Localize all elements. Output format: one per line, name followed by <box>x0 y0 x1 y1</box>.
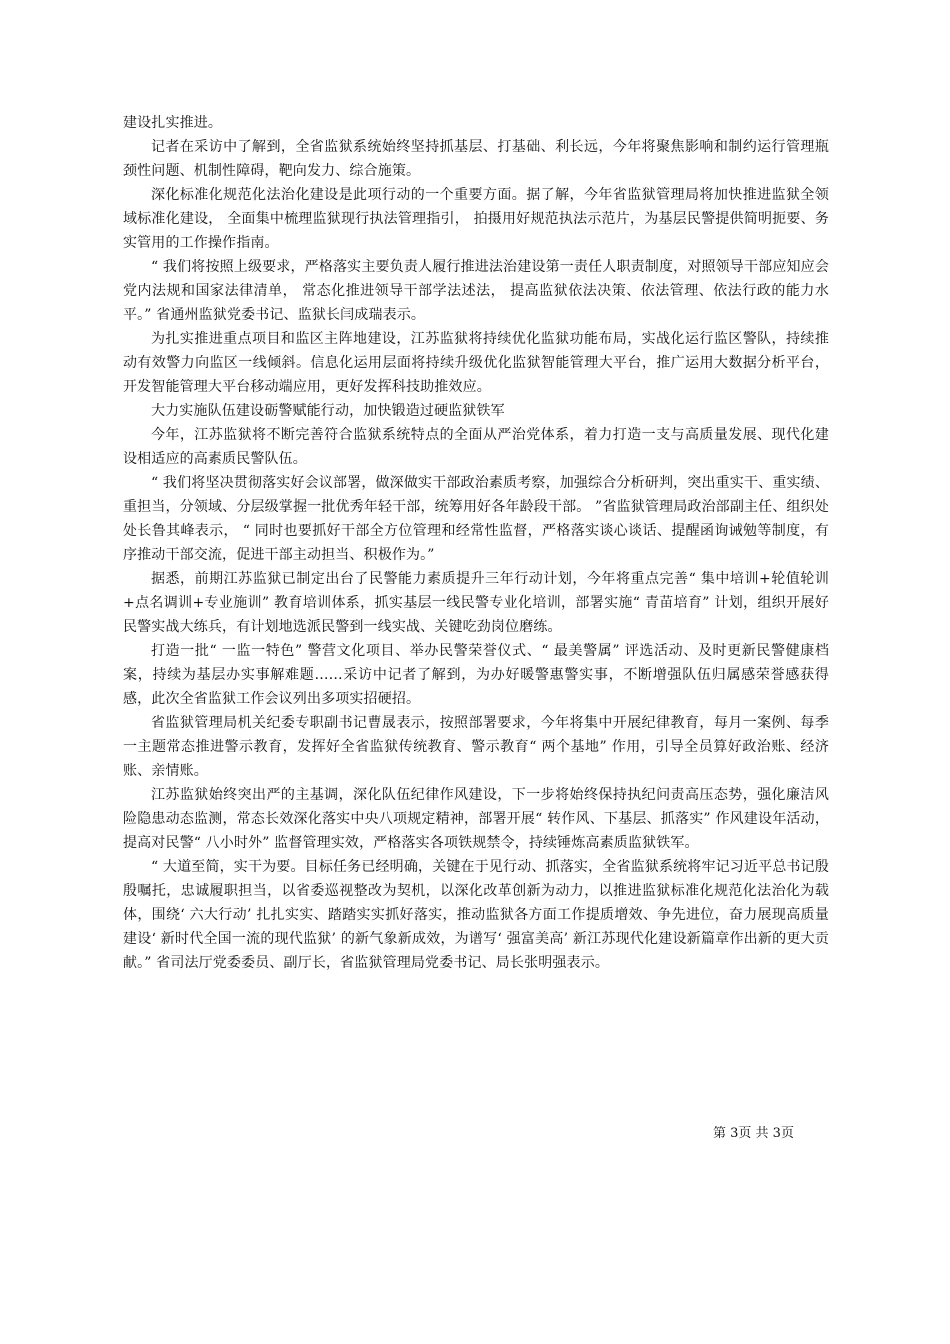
paragraph-11: 省监狱管理局机关纪委专职副书记曹晟表示，按照部署要求，今年将集中开展纪律教育，每月一案例、每季一主题常态推进警示教育，发挥好全省监狱传统教育、警示教育“ 两个基地” 作用，引导全员算好政治账、经济账、亲情账。 <box>123 715 829 779</box>
paragraph-13: “ 大道至简，实干为要。目标任务已经明确，关键在于见行动、抓落实，全省监狱系统将牢记习近平总书记殷殷嘱托，忠诚履职担当，以省委巡视整改为契机，以深化改革创新为动力，以推进监狱标准化规范化法治化为载体，围绕‘ 六大行动’ 扎扎实实、踏踏实实抓好落实，推动监狱各方面工作提质增效、争先进位，奋力展现高质量建设‘ 新时代全国一流的现代监狱’ 的新气象新成效，为谱写‘ 强富美高’ 新江苏现代化建设新篇章作出新的更大贡献。” 省司法厅党委委员、副厅长，省监狱管理局党委书记、局长张明强表示。 <box>123 859 829 971</box>
paragraph-12: 江苏监狱始终突出严的主基调，深化队伍纪律作风建设，下一步将始终保持执纪问责高压态势，强化廉洁风险隐患动态监测，常态长效深化落实中央八项规定精神，部署开展“ 转作风、下基层、抓落实” 作风建设年活动，提高对民警“ 八小时外” 监督管理实效，严格落实各项铁规禁令，持续锤炼高素质监狱铁军。 <box>123 787 829 851</box>
paragraph-1: 建设扎实推进。 <box>123 115 223 131</box>
page-number-footer: 第 3页 共 3页 <box>713 1126 794 1141</box>
paragraph-8: “ 我们将坚决贯彻落实好会议部署，做深做实干部政治素质考察，加强综合分析研判，突出重实干、重实绩、重担当，分领域、分层级掌握一批优秀年轻干部，统筹用好各年龄段干部。 ”省监狱管理局政治部副主任、组织处处长鲁其峰表示， “ 同时也要抓好干部全方位管理和经常性监督，严格落实谈心谈话、提醒函询诫勉等制度，有序推动干部交流，促进干部主动担当、积极作为。” <box>123 475 829 563</box>
document-body <box>123 111 829 975</box>
paragraph-4: “ 我们将按照上级要求，严格落实主要负责人履行推进法治建设第一责任人职责制度，对照领导干部应知应会党内法规和国家法律清单， 常态化推进领导干部学法述法， 提高监狱依法决策、依法管理、依法行政的能力水平。” 省通州监狱党委书记、监狱长闫成瑞表示。 <box>123 259 829 323</box>
paragraph-3: 深化标准化规范化法治化建设是此项行动的一个重要方面。据了解，今年省监狱管理局将加快推进监狱全领域标准化建设， 全面集中梳理监狱现行执法管理指引， 拍摄用好规范执法示范片，为基层民警提供简明扼要、务实管用的工作操作指南。 <box>123 187 829 251</box>
paragraph-10: 打造一批“ 一监一特色” 警营文化项目、举办民警荣誉仪式、“ 最美警属” 评选活动、及时更新民警健康档案，持续为基层办实事解难题……采访中记者了解到，为办好暖警惠警实事，不断增强队伍归属感荣誉感获得感，此次全省监狱工作会议列出多项实招硬招。 <box>123 643 829 707</box>
paragraph-2: 记者在采访中了解到，全省监狱系统始终坚持抓基层、打基础、利长远，今年将聚焦影响和制约运行管理瓶颈性问题、机制性障碍，靶向发力、综合施策。 <box>123 139 829 179</box>
paragraph-5: 为扎实推进重点项目和监区主阵地建设，江苏监狱将持续优化监狱功能布局，实战化运行监区警队，持续推动有效警力向监区一线倾斜。信息化运用层面将持续升级优化监狱智能管理大平台，推广运用大数据分析平台，开发智能管理大平台移动端应用，更好发挥科技助推效应。 <box>123 331 829 395</box>
section-heading: 大力实施队伍建设砺警赋能行动，加快锻造过硬监狱铁军 <box>151 403 505 419</box>
paragraph-7: 今年，江苏监狱将不断完善符合监狱系统特点的全面从严治党体系，着力打造一支与高质量发展、现代化建设相适应的高素质民警队伍。 <box>123 427 829 467</box>
paragraph-9: 据悉，前期江苏监狱已制定出台了民警能力素质提升三年行动计划，今年将重点完善“ 集中培训+轮值轮训+点名调训+专业施训” 教育培训体系，抓实基层一线民警专业化培训，部署实施“ 青苗培育” 计划，组织开展好民警实战大练兵，有计划地选派民警到一线实战、关键吃劲岗位磨练。 <box>123 571 829 635</box>
